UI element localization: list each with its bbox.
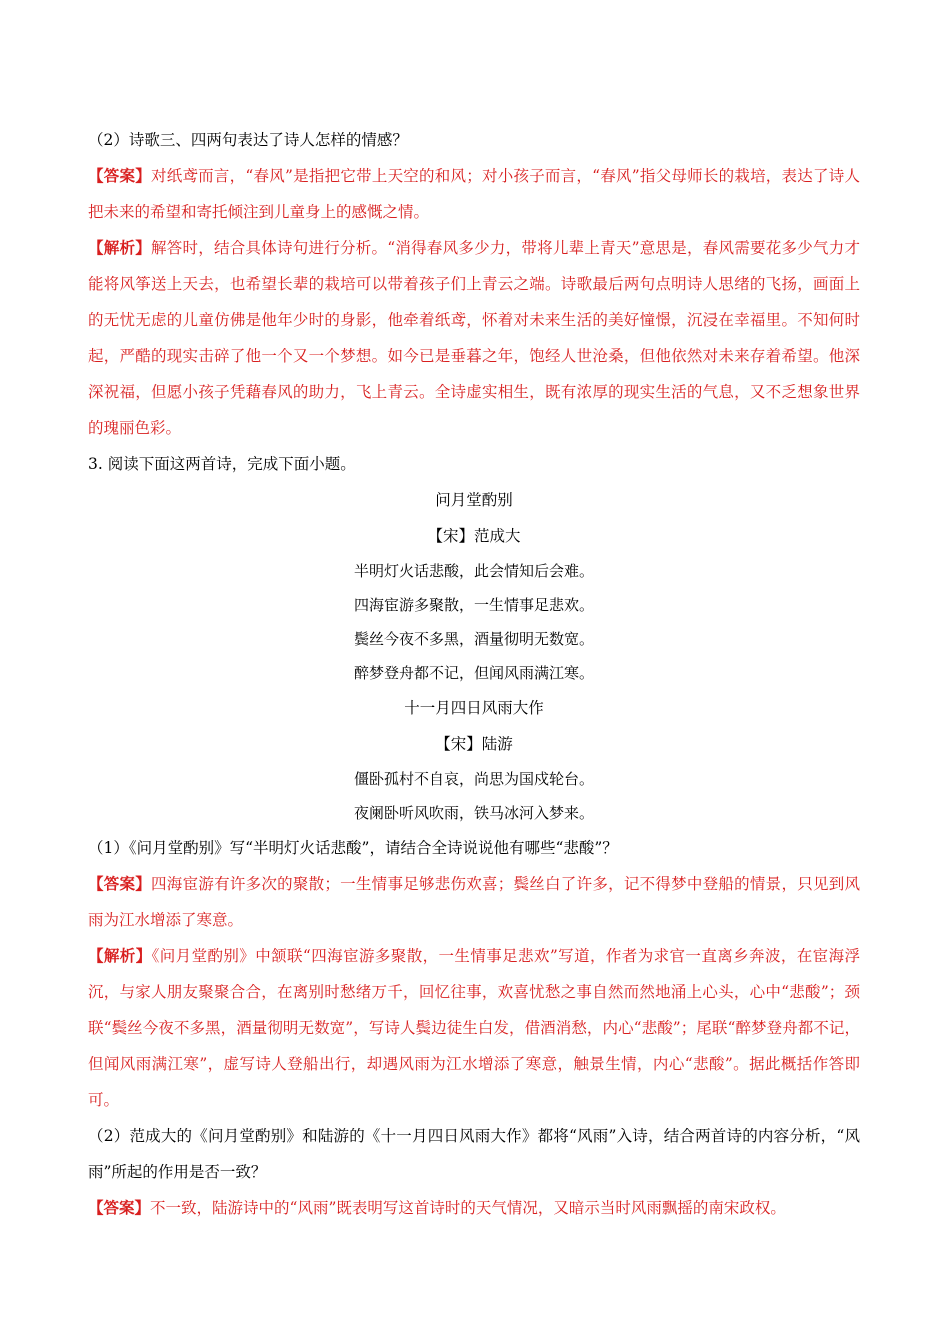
poem-1-line: 半明灯火话悲酸，此会情知后会难。 [353, 562, 594, 580]
poem-1-line: 四海宦游多聚散，一生情事足悲欢。 [353, 596, 594, 614]
poem-1-line: 醉梦登舟都不记，但闻风雨满江寒。 [353, 664, 594, 682]
answer-tag: 【答案】 [88, 874, 152, 893]
answer-3-1 [88, 866, 860, 938]
question-3-2: （2）范成大的《问月堂酌别》和陆游的《十一月四日风雨大作》都将“风雨”入诗，结合两首诗的内容分析，“风雨”所起的作用是否一致？ [88, 1127, 860, 1181]
poem-1-author: 【宋】范成大 [427, 527, 521, 545]
question-2-2: （2）诗歌三、四两句表达了诗人怎样的情感？ [88, 131, 408, 149]
poem-2-line: 僵卧孤村不自哀，尚思为国戍轮台。 [353, 770, 594, 788]
answer-tag: 【答案】 [88, 1198, 151, 1217]
analysis-tag: 【解析】 [88, 946, 152, 965]
analysis-3-1 [88, 938, 860, 1118]
poem-1-title: 问月堂酌别 [435, 491, 513, 509]
answer-tag: 【答案】 [88, 166, 151, 185]
answer-text: 对纸鸢而言，“春风”是指把它带上天空的和风；对小孩子而言，“春风”指父母师长的栽培，表达了诗人把未来的希望和寄托倾注到儿童身上的感慨之情。 [88, 167, 860, 221]
answer-2-2 [88, 158, 860, 230]
analysis-tag: 【解析】 [88, 238, 151, 257]
poem-2-author: 【宋】陆游 [435, 735, 513, 753]
poem-2-title: 十一月四日风雨大作 [404, 699, 544, 717]
answer-3-2 [88, 1190, 860, 1226]
answer-text: 四海宦游有许多次的聚散；一生情事足够悲伤欢喜；鬓丝白了许多，记不得梦中登船的情景，只见到风雨为江水增添了寒意。 [88, 875, 860, 929]
analysis-2-2 [88, 230, 860, 446]
question-3-1: （1）《问月堂酌别》写“半明灯火话悲酸”，请结合全诗说说他有哪些“悲酸”？ [88, 839, 618, 857]
analysis-text: 解答时，结合具体诗句进行分析。“消得春风多少力，带将儿辈上青天”意思是，春风需要花多少气力才能将风筝送上天去，也希望长辈的栽培可以带着孩子们上青云之端。诗歌最后两句点明诗人思绪的飞扬，画面上的无忧无虑的儿童仿佛是他年少时的身影，他牵着纸鸢，怀着对未来生活的美好憧憬，沉浸在幸福里。不知何时起，严酷的现实击碎了他一个又一个梦想。如今已是垂暮之年，饱经人世沧桑，但他依然对未来存着希望。他深深祝福，但愿小孩子凭藉春风的助力，飞上青云。全诗虚实相生，既有浓厚的现实生活的气息，又不乏想象世界的瑰丽色彩。 [88, 239, 860, 437]
analysis-text: 《问月堂酌别》中颔联“四海宦游多聚散，一生情事足悲欢”写道，作者为求官一直离乡奔波，在宦海浮沉，与家人朋友聚聚合合，在离别时愁绪万千，回忆往事，欢喜忧愁之事自然而然地涌上心头，心中“悲酸”；颈联“鬓丝今夜不多黑，酒量彻明无数宽”，写诗人鬓边徒生白发，借酒消愁，内心“悲酸”；尾联“醉梦登舟都不记，但闻风雨满江寒”，虚写诗人登船出行，却遇风雨为江水增添了寒意，触景生情，内心“悲酸”。据此概括作答即可。 [88, 947, 860, 1109]
question-3: 3. 阅读下面这两首诗，完成下面小题。 [88, 455, 356, 473]
document-body [88, 122, 860, 1226]
answer-text: 不一致，陆游诗中的“风雨”既表明写这首诗时的天气情况，又暗示当时风雨飘摇的南宋政权。 [150, 1199, 786, 1217]
poem-1-line: 鬓丝今夜不多黑，酒量彻明无数宽。 [353, 630, 594, 648]
poem-2-line: 夜阑卧听风吹雨，铁马冰河入梦来。 [353, 804, 594, 822]
